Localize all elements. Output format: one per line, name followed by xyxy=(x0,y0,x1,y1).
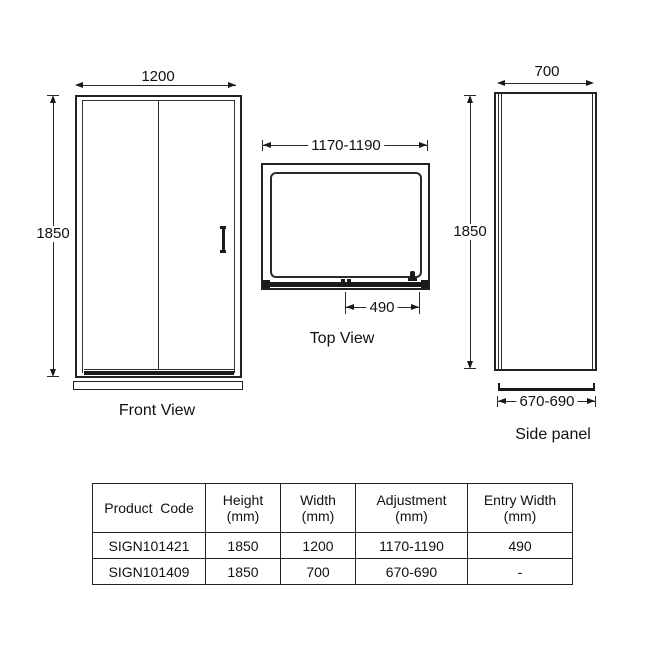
product-spec-table xyxy=(92,483,573,585)
dimension-line xyxy=(501,83,591,84)
side-width-dimension: 700 xyxy=(534,63,560,80)
front-width-dimension: 1200 xyxy=(141,68,175,85)
top-entry-dimension: 490 xyxy=(366,300,397,316)
header-unit: (mm) xyxy=(395,508,428,524)
arrow-right-icon xyxy=(419,142,427,148)
table-row xyxy=(93,559,573,585)
side-panel-inner-line xyxy=(592,94,593,369)
cell-adjustment: 670-690 xyxy=(356,559,468,585)
track-end-cap-right xyxy=(421,280,429,288)
header-label: Entry Width xyxy=(483,492,557,508)
top-handle-base xyxy=(408,278,417,281)
header-width xyxy=(281,484,356,533)
header-height xyxy=(206,484,281,533)
arrow-left-icon xyxy=(497,80,505,86)
handle-mount-bottom xyxy=(220,250,226,253)
extension-line xyxy=(419,292,420,314)
extension-line xyxy=(345,292,346,314)
dimension-tick xyxy=(595,396,596,407)
arrow-up-icon xyxy=(467,95,473,103)
top-adjustment-dimension: 1170-1190 xyxy=(308,138,384,154)
side-height-dimension: 1850 xyxy=(450,224,489,240)
table-header-row xyxy=(93,484,573,533)
header-label: Height xyxy=(222,492,264,508)
header-unit: (mm) xyxy=(503,508,537,524)
handle-mount-top xyxy=(220,226,226,229)
top-door-track xyxy=(267,282,425,287)
header-unit: (mm) xyxy=(301,508,335,524)
cell-height: 1850 xyxy=(206,533,281,559)
arrow-left-icon xyxy=(498,398,506,404)
profile-end-tab xyxy=(593,383,595,389)
cell-adjustment: 1170-1190 xyxy=(356,533,468,559)
dimension-line xyxy=(80,85,236,86)
header-entry-width xyxy=(468,484,573,533)
arrow-left-icon xyxy=(75,82,83,88)
header-label: Product Code xyxy=(104,500,194,516)
dimension-tick xyxy=(464,368,476,369)
top-glass-panel xyxy=(270,172,422,278)
top-view-label: Top View xyxy=(309,330,375,347)
arrow-left-icon xyxy=(263,142,271,148)
side-panel-profile-line xyxy=(498,94,499,369)
cell-product-code: SIGN101421 xyxy=(93,533,206,559)
arrow-right-icon xyxy=(587,398,595,404)
header-adjustment xyxy=(356,484,468,533)
table-row xyxy=(93,533,573,559)
header-product-code xyxy=(93,484,206,533)
cell-width: 700 xyxy=(281,559,356,585)
arrow-right-icon xyxy=(228,82,236,88)
side-panel-frame xyxy=(494,92,597,371)
dimension-tick xyxy=(47,95,59,96)
door-guide-block xyxy=(341,279,345,283)
arrow-left-icon xyxy=(346,304,354,310)
front-door-divider xyxy=(158,101,159,370)
side-adjustment-dimension: 670-690 xyxy=(516,394,577,410)
dimension-tick xyxy=(464,95,476,96)
front-view-label: Front View xyxy=(118,402,196,419)
header-unit: (mm) xyxy=(226,508,260,524)
cell-entry-width: 490 xyxy=(468,533,573,559)
arrow-up-icon xyxy=(50,95,56,103)
cell-entry-width: - xyxy=(468,559,573,585)
side-bottom-profile xyxy=(498,388,595,391)
arrow-right-icon xyxy=(586,80,594,86)
cell-height: 1850 xyxy=(206,559,281,585)
cell-product-code: SIGN101409 xyxy=(93,559,206,585)
header-label: Adjustment xyxy=(376,492,447,508)
front-bottom-track xyxy=(84,371,234,375)
front-height-dimension: 1850 xyxy=(33,226,72,242)
profile-end-tab xyxy=(498,383,500,389)
arrow-right-icon xyxy=(411,304,419,310)
dimension-tick xyxy=(47,376,59,377)
door-guide-block xyxy=(347,279,351,283)
side-panel-label: Side panel xyxy=(515,426,591,443)
shower-tray xyxy=(73,381,243,390)
header-label: Width xyxy=(300,492,336,508)
cell-width: 1200 xyxy=(281,533,356,559)
front-track-line xyxy=(84,369,234,370)
track-end-cap-left xyxy=(262,280,270,288)
side-panel-profile-line xyxy=(501,94,502,369)
